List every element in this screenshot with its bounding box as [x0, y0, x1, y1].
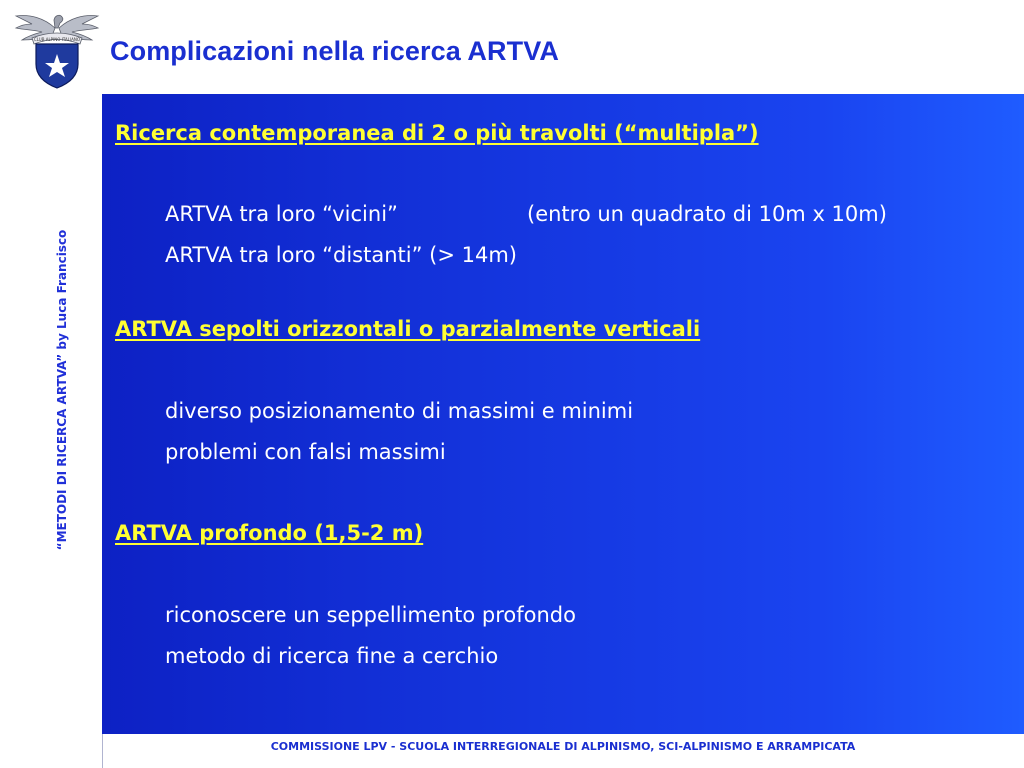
- logo-ribbon-text: CLUB ALPINO ITALIANO: [33, 37, 81, 42]
- list-item: diverso posizionamento di massimi e minimi: [165, 399, 634, 423]
- list-item: metodo di ricerca fine a cerchio: [165, 644, 499, 668]
- list-item: ARTVA tra loro “vicini”: [165, 202, 398, 226]
- list-item: riconoscere un seppellimento profondo: [165, 603, 576, 627]
- cai-logo-icon: [14, 6, 100, 90]
- footer-text: COMMISSIONE LPV - SCUOLA INTERREGIONALE DI ALPINISMO, SCI-ALPINISMO E ARRAMPICATA: [270, 740, 856, 753]
- list-item: ARTVA tra loro “distanti” (> 14m): [165, 243, 517, 267]
- list-item: problemi con falsi massimi: [165, 440, 446, 464]
- section-heading-deep: ARTVA profondo (1,5-2 m): [115, 521, 424, 545]
- side-credit: “METODI DI RICERCA ARTVA” by Luca Francisco: [55, 229, 69, 551]
- page-title: Complicazioni nella ricerca ARTVA: [110, 36, 559, 66]
- section-heading-orientation: ARTVA sepolti orizzontali o parzialmente verticali: [115, 317, 701, 341]
- content-panel: [102, 94, 1024, 734]
- section-heading-multiple: Ricerca contemporanea di 2 o più travolti (“multipla”): [115, 121, 759, 145]
- list-item-note: (entro un quadrato di 10m x 10m): [527, 202, 887, 226]
